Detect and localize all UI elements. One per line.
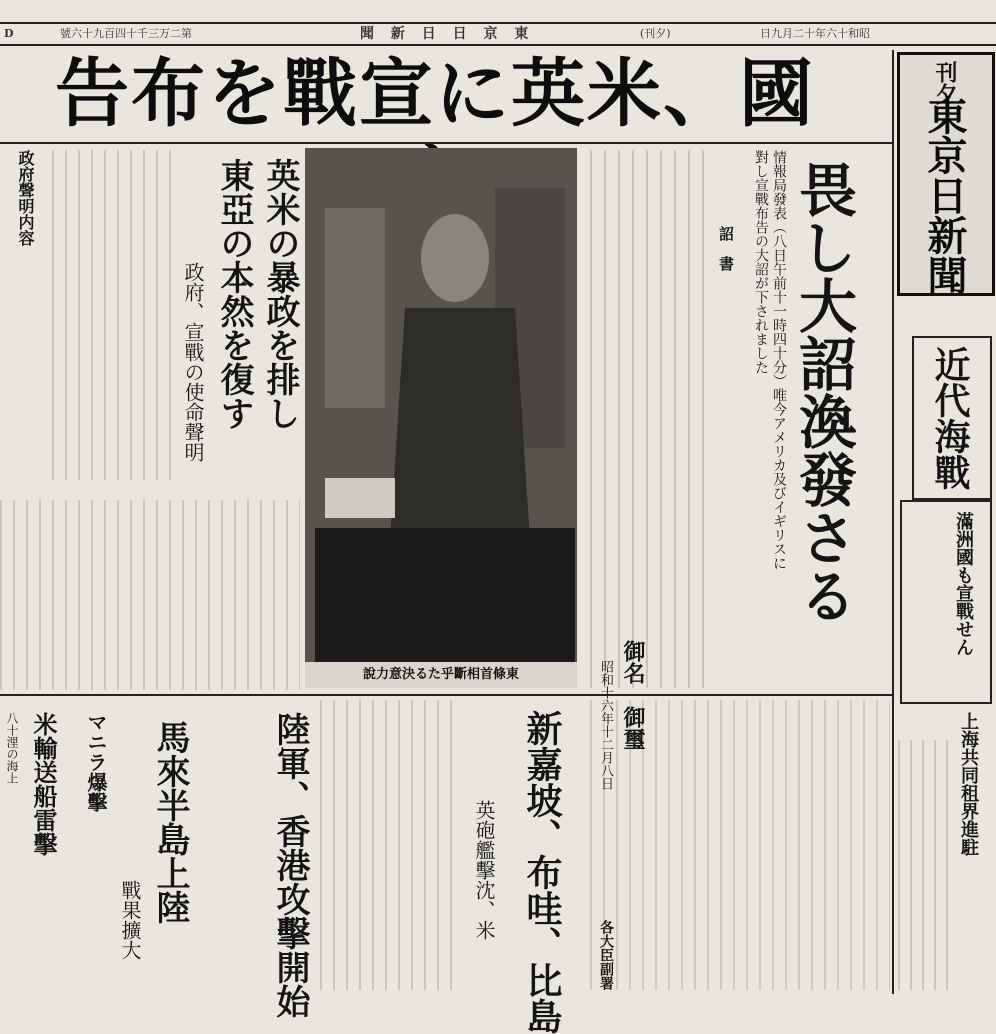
- edition-label: 刊夕: [932, 61, 958, 105]
- ministers-signature: 各大臣副署: [598, 920, 614, 990]
- logo-name: 東京日新聞: [921, 95, 968, 295]
- manchukuo-headline: 滿洲國も宣戰せん: [953, 512, 974, 656]
- imperial-name: 御名 御璽: [620, 640, 646, 750]
- rescript-label: 詔 書: [717, 226, 735, 271]
- gov-body: [52, 150, 176, 480]
- masthead-strip: [0, 22, 996, 46]
- masthead-mark: D: [4, 27, 14, 40]
- paper-name-strip: 聞 新 日 日 京 東: [360, 26, 535, 42]
- tojo-photo: [305, 148, 577, 688]
- rescript-date: 昭和十六年十二月八日: [598, 660, 613, 790]
- gov-headline-1: 英米の暴政を排し: [260, 158, 300, 430]
- shanghai-body: [898, 740, 948, 990]
- singapore-subhead: 英砲艦擊沈、米: [472, 800, 496, 940]
- issue-number: 號六十九百四十千三万二第: [60, 27, 192, 40]
- headline-rule: [0, 142, 892, 144]
- malaya-subhead: 戰果擴大: [118, 880, 142, 960]
- rescript-headline: 畏し大詔渙發さる: [789, 160, 857, 624]
- malaya-headline: 馬來半島上陸: [150, 720, 190, 924]
- edition-meta: (刊夕): [640, 27, 671, 40]
- gov-contents-label: 政府聲明内容: [16, 150, 35, 246]
- transport-subhead: 八十浬の海上: [5, 712, 19, 784]
- transport-headline: 米輸送船雷擊: [29, 712, 58, 856]
- hongkong-headline: 陸軍、香港攻擊開始: [270, 712, 310, 1018]
- newspaper-logo: [897, 52, 995, 296]
- date-line: 日九月二十年六十和昭: [760, 27, 870, 40]
- gov-headline-2: 東亞の本然を復す: [214, 158, 254, 430]
- gov-subhead: 政府、宣戰の使命聲明: [181, 262, 205, 462]
- tojo-figure-icon: [305, 148, 577, 662]
- manchukuo-box: [900, 500, 992, 704]
- main-headline: 告布を戰宣に英米、國: [55, 51, 815, 137]
- singapore-headline: 新嘉坡、布哇、比島: [521, 710, 563, 1034]
- rescript-lead: 情報局發表（八日午前十一時四十分）唯今アメリカ及びイギリスに對し宣戰布告の大詔が下されました: [753, 150, 787, 570]
- gov-body-lower: [0, 500, 300, 690]
- shanghai-headline: 上海共同租界進駐: [958, 712, 979, 856]
- fold-rule: [0, 694, 892, 696]
- rescript-body: [590, 150, 708, 688]
- photo-caption: 說力意決るた乎斷相首條東: [305, 662, 577, 688]
- ad-box: [912, 336, 992, 500]
- manila-headline: マニラ爆擊: [84, 712, 108, 812]
- ad-title: 近代海戰: [929, 346, 971, 490]
- column-rule: [892, 50, 894, 994]
- lower-body-center: [320, 700, 460, 990]
